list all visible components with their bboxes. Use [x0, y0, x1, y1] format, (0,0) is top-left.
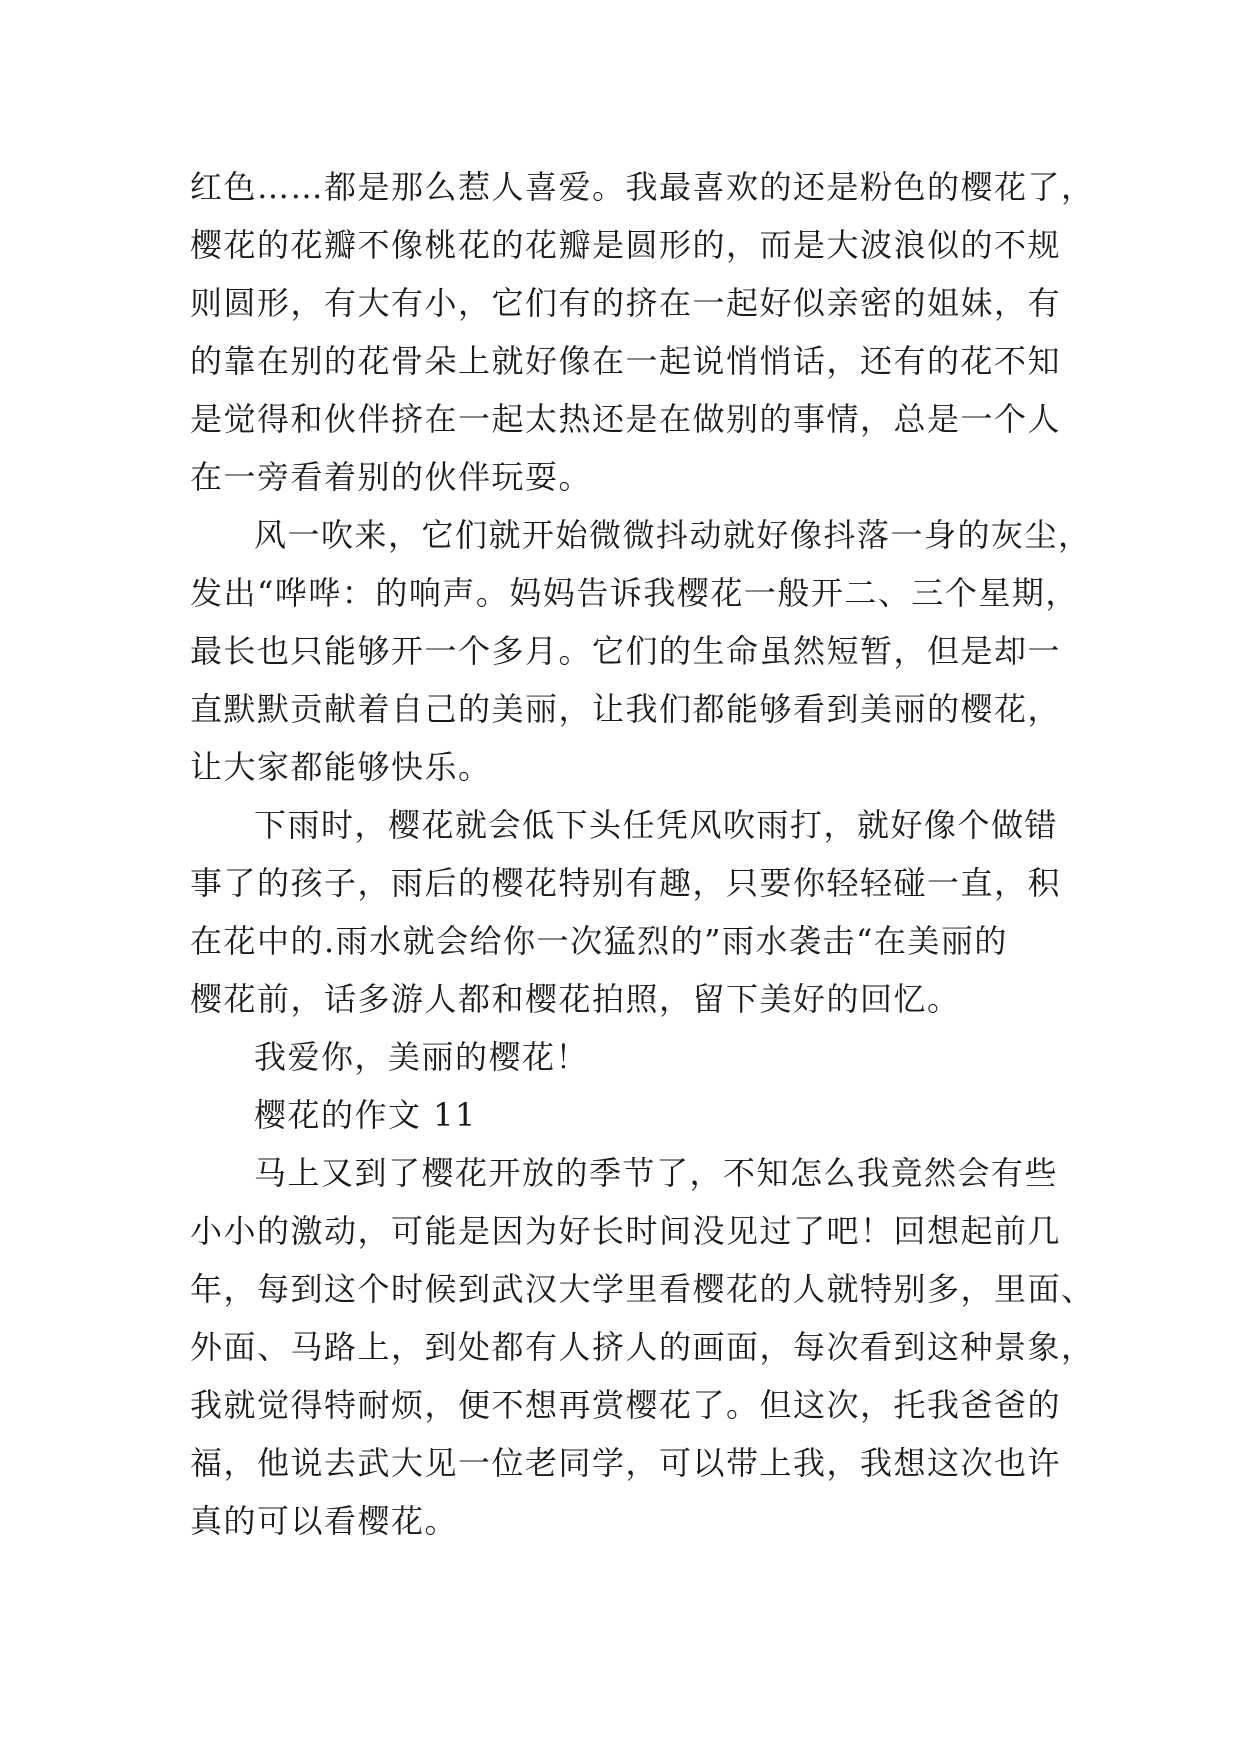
- text-line: 是觉得和伙伴挤在一起太热还是在做别的事情，总是一个人: [190, 400, 1062, 438]
- paragraph-start-line: 风一吹来，它们就开始微微抖动就好像抖落一身的灰尘，: [254, 516, 1092, 554]
- text-line: 我就觉得特耐烦，便不想再赏樱花了。但这次，托我爸爸的: [190, 1386, 1062, 1424]
- text-line: 则圆形，有大有小，它们有的挤在一起好似亲密的姐妹，有: [190, 284, 1062, 322]
- text-line: 真的可以看樱花。: [190, 1502, 459, 1540]
- text-line: 发出“哗哗：的响声。妈妈告诉我樱花一般开二、三个星期，: [190, 574, 1079, 612]
- text-line: 最长也只能够开一个多月。它们的生命虽然短暂，但是却一: [190, 632, 1062, 670]
- text-line: 在一旁看着别的伙伴玩耍。: [190, 458, 593, 496]
- text-line: 让大家都能够快乐。: [190, 748, 492, 786]
- text-line: 事了的孩子，雨后的樱花特别有趣，只要你轻轻碰一直，积: [190, 864, 1062, 902]
- text-line: 的靠在别的花骨朵上就好像在一起说悄悄话，还有的花不知: [190, 342, 1062, 380]
- paragraph-start-line: 下雨时，樱花就会低下头任凭风吹雨打，就好像个做错: [254, 806, 1059, 844]
- text-line: 福，他说去武大见一位老同学，可以带上我，我想这次也许: [190, 1444, 1062, 1482]
- paragraph-start-line: 我爱你，美丽的樱花！: [254, 1038, 590, 1076]
- text-line: 年，每到这个时候到武汉大学里看樱花的人就特别多，里面、: [190, 1270, 1095, 1308]
- paragraph-start-line: 马上又到了樱花开放的季节了，不知怎么我竟然会有些: [254, 1154, 1059, 1192]
- text-line: 樱花的花瓣不像桃花的花瓣是圆形的，而是大波浪似的不规: [190, 226, 1062, 264]
- section-heading: 樱花的作文 11: [254, 1096, 477, 1134]
- text-line: 外面、马路上，到处都有人挤人的画面，每次看到这种景象，: [190, 1328, 1095, 1366]
- document-page: [190, 158, 1095, 1550]
- text-line: 红色……都是那么惹人喜爱。我最喜欢的还是粉色的樱花了，: [190, 168, 1095, 206]
- text-line: 樱花前，话多游人都和樱花拍照，留下美好的回忆。: [190, 980, 961, 1018]
- text-line: 小小的激动，可能是因为好长时间没见过了吧！回想起前几: [190, 1212, 1062, 1250]
- text-line: 在花中的.雨水就会给你一次猛烈的”雨水袭击“在美丽的: [190, 922, 1008, 960]
- text-line: 直默默贡献着自己的美丽，让我们都能够看到美丽的樱花，: [190, 690, 1062, 728]
